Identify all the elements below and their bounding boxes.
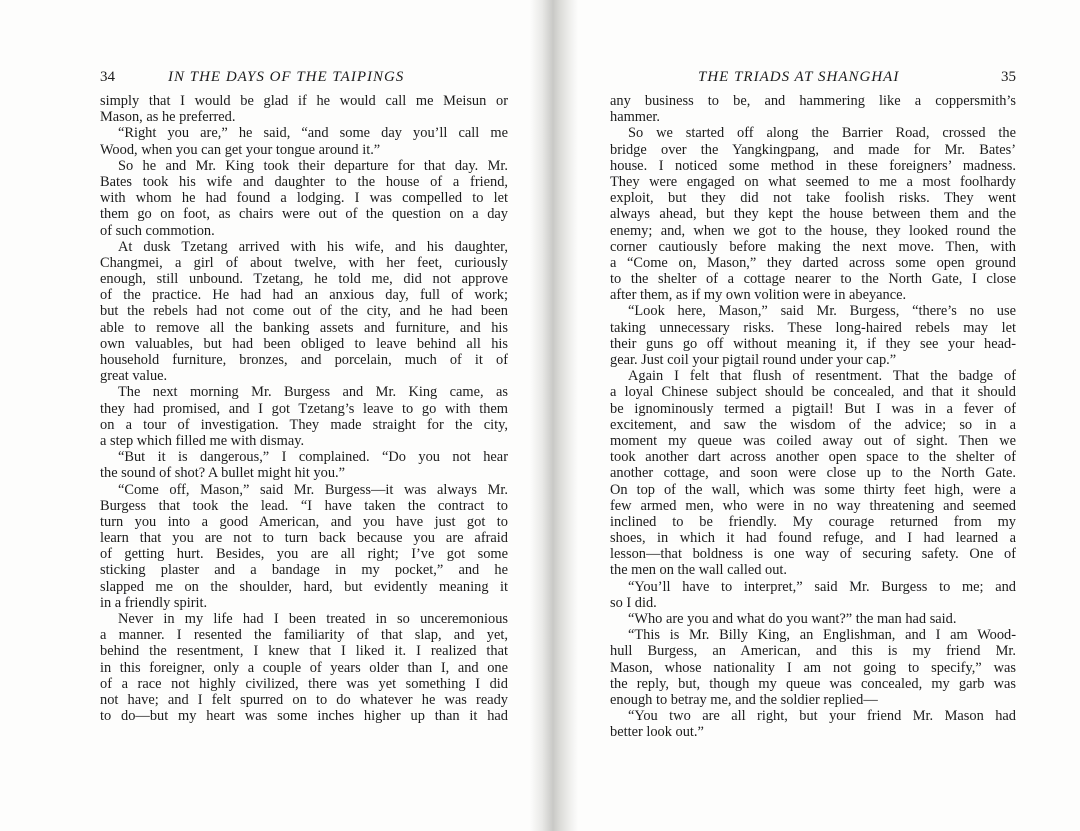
text-line: in a friendly spirit.	[100, 594, 208, 611]
text-line: them go on foot, as chairs were out of the question on a day	[100, 206, 508, 223]
text-line: to the shelter of a cottage nearer to the North Gate, I close	[610, 271, 1016, 288]
text-line: own valuables, but had been obliged to leave behind all his	[100, 335, 508, 352]
text-line: “Come off, Mason,” said Mr. Burgess—it was always Mr.	[118, 481, 508, 498]
text-line: inclined to be friendly. My courage returned from my	[610, 513, 1016, 530]
text-line: the sound of shot? A bullet might hit you.”	[100, 465, 346, 482]
text-line: their guns go off without meaning it, if they see your head-	[610, 335, 1016, 352]
text-line: Burgess that took the lead. “I have taken the contract to	[100, 497, 508, 514]
text-line: Bates took his wife and daughter to the house of a friend,	[100, 173, 508, 190]
text-line: a manner. I resented the familiarity of that slap, and yet,	[100, 627, 508, 644]
left-page-body	[100, 93, 508, 724]
text-line: better look out.”	[610, 724, 704, 741]
left-page	[100, 0, 508, 831]
text-line: always ahead, but they kept the house between them and the	[610, 206, 1016, 223]
text-line: sticking plaster and a bandage in my pocket,” and he	[100, 562, 508, 579]
text-line: At dusk Tzetang arrived with his wife, and his daughter,	[118, 238, 508, 255]
text-line: Again I felt that flush of resentment. That the badge of	[628, 368, 1016, 385]
text-line: So we started off along the Barrier Road, crossed the	[628, 125, 1016, 142]
text-line: another cottage, and soon were close up to the North Gate.	[610, 465, 1016, 482]
text-line: moment my queue was coiled away out of sight. Then we	[610, 432, 1016, 449]
text-line: enough, still unbound. Tzetang, he told me, did not approve	[100, 271, 508, 288]
text-line: hull Burgess, an American, and this is my friend Mr.	[610, 643, 1016, 660]
text-line: house. I noticed some method in these foreigners’ madness.	[610, 157, 1016, 174]
text-line: any business to be, and hammering like a coppersmith’s	[610, 93, 1016, 109]
book-gutter	[530, 0, 578, 831]
text-line: “This is Mr. Billy King, an Englishman, and I am Wood-	[628, 627, 1016, 644]
text-line: gear. Just coil your pigtail round under your cap.”	[610, 352, 897, 368]
text-line: the men on the wall called out.	[610, 562, 788, 579]
text-line: lesson—that boldness is one way of securing safety. One of	[610, 546, 1016, 563]
text-line: corner cautiously before making the next move. Then, with	[610, 238, 1016, 255]
text-line: Changmei, a girl of about twelve, with her feet, curiously	[100, 254, 508, 271]
text-line: So he and Mr. King took their departure for that day. Mr.	[118, 157, 508, 174]
text-line: of such commotion.	[100, 222, 215, 239]
text-line: slapped me on the shoulder, hard, but evidently meaning it	[100, 578, 508, 595]
text-line: Mason, whose nationality I am not going to specify,” was	[610, 659, 1016, 676]
text-line: of a race not highly civilized, there was yet something I did	[100, 675, 508, 692]
right-page	[610, 0, 1016, 831]
text-line: enough to betray me, and the soldier replied—	[610, 691, 878, 708]
text-line: on a tour of investigation. They made straight for the city,	[100, 416, 508, 433]
text-line: so I did.	[610, 594, 657, 611]
text-line: “You’ll have to interpret,” said Mr. Burgess to me; and	[628, 578, 1016, 595]
text-line: simply that I would be glad if he would call me Meisun or	[100, 93, 508, 109]
text-line: took another dart across another open space to the shelter of	[610, 449, 1016, 466]
text-line: taking unnecessary risks. These long-haired rebels may let	[610, 319, 1016, 336]
text-line: few armed men, who were in no way threatening and seemed	[610, 497, 1016, 514]
text-line: they had promised, and I got Tzetang’s leave to go with them	[100, 400, 508, 417]
right-page-number: 35	[1001, 69, 1016, 85]
text-line: behind the resentment, I knew that I liked it. I realized that	[100, 643, 508, 660]
text-line: great value.	[100, 368, 168, 385]
text-line: in this foreigner, only a couple of years older than I, and one	[100, 659, 508, 676]
text-line: They were engaged on what seemed to me a most foolhardy	[610, 173, 1016, 190]
text-line: a loyal Chinese subject should be concealed, and that it should	[610, 384, 1016, 401]
text-line: excitement, and saw the wisdom of the advice; so in a	[610, 416, 1016, 433]
text-line: On top of the wall, which was some thirty feet high, were a	[610, 481, 1016, 498]
text-line: able to remove all the banking assets and furniture, and his	[100, 319, 508, 336]
text-line: Mason, as he preferred.	[100, 109, 236, 126]
text-line: “You two are all right, but your friend Mr. Mason had	[628, 708, 1016, 725]
right-page-body	[610, 93, 1016, 741]
left-page-number: 34	[100, 69, 115, 85]
text-line: not have; and I felt spurred on to do whatever he was ready	[100, 691, 508, 708]
right-running-head: THE TRIADS AT SHANGHAI	[698, 69, 900, 85]
text-line: the reply, but, though my queue was concealed, my garb was	[610, 675, 1016, 692]
text-line: Never in my life had I been treated in so unceremonious	[118, 611, 508, 627]
text-line: but the rebels had not come out of the city, and he had been	[100, 303, 508, 320]
text-line: The next morning Mr. Burgess and Mr. King came, as	[118, 384, 508, 401]
text-line: to do—but my heart was some inches higher up than it had	[100, 708, 508, 725]
text-line: household furniture, bronzes, and porcelain, much of it of	[100, 352, 508, 368]
text-line: a step which filled me with dismay.	[100, 432, 305, 449]
text-line: “Who are you and what do you want?” the man had said.	[628, 611, 957, 627]
text-line: learn that you are not to turn back because you are afraid	[100, 530, 508, 547]
text-line: “Right you are,” he said, “and some day you’ll call me	[118, 125, 508, 142]
text-line: of the practice. He had had an anxious day, full of work;	[100, 287, 508, 304]
text-line: “But it is dangerous,” I complained. “Do you not hear	[118, 449, 508, 466]
text-line: shoes, in which it had found refuge, and I had learned a	[610, 530, 1016, 547]
text-line: turn you into a good American, and you have just got to	[100, 513, 508, 530]
text-line: bridge over the Yangkingpang, and made for Mr. Bates’	[610, 141, 1016, 158]
right-page-header	[610, 67, 1016, 87]
text-line: of getting hurt. Besides, you are all right; I’ve got some	[100, 546, 508, 563]
text-line: enemy; and, when we got to the house, they looked round the	[610, 222, 1016, 239]
text-line: a “Come on, Mason,” they darted across some open ground	[610, 254, 1016, 271]
text-line: after them, as if my own volition were in abeyance.	[610, 287, 907, 304]
left-page-header	[100, 67, 508, 87]
left-running-head: IN THE DAYS OF THE TAIPINGS	[168, 69, 405, 85]
text-line: be ignominously termed a pigtail! But I was in a fever of	[610, 400, 1016, 417]
text-line: “Look here, Mason,” said Mr. Burgess, “there’s no use	[628, 303, 1016, 320]
text-line: hammer.	[610, 109, 660, 126]
text-line: Wood, when you can get your tongue around it.”	[100, 141, 381, 158]
text-line: with whom he had found a lodging. I was compelled to let	[100, 190, 508, 207]
text-line: exploit, but they did not take foolish risks. They went	[610, 190, 1016, 207]
